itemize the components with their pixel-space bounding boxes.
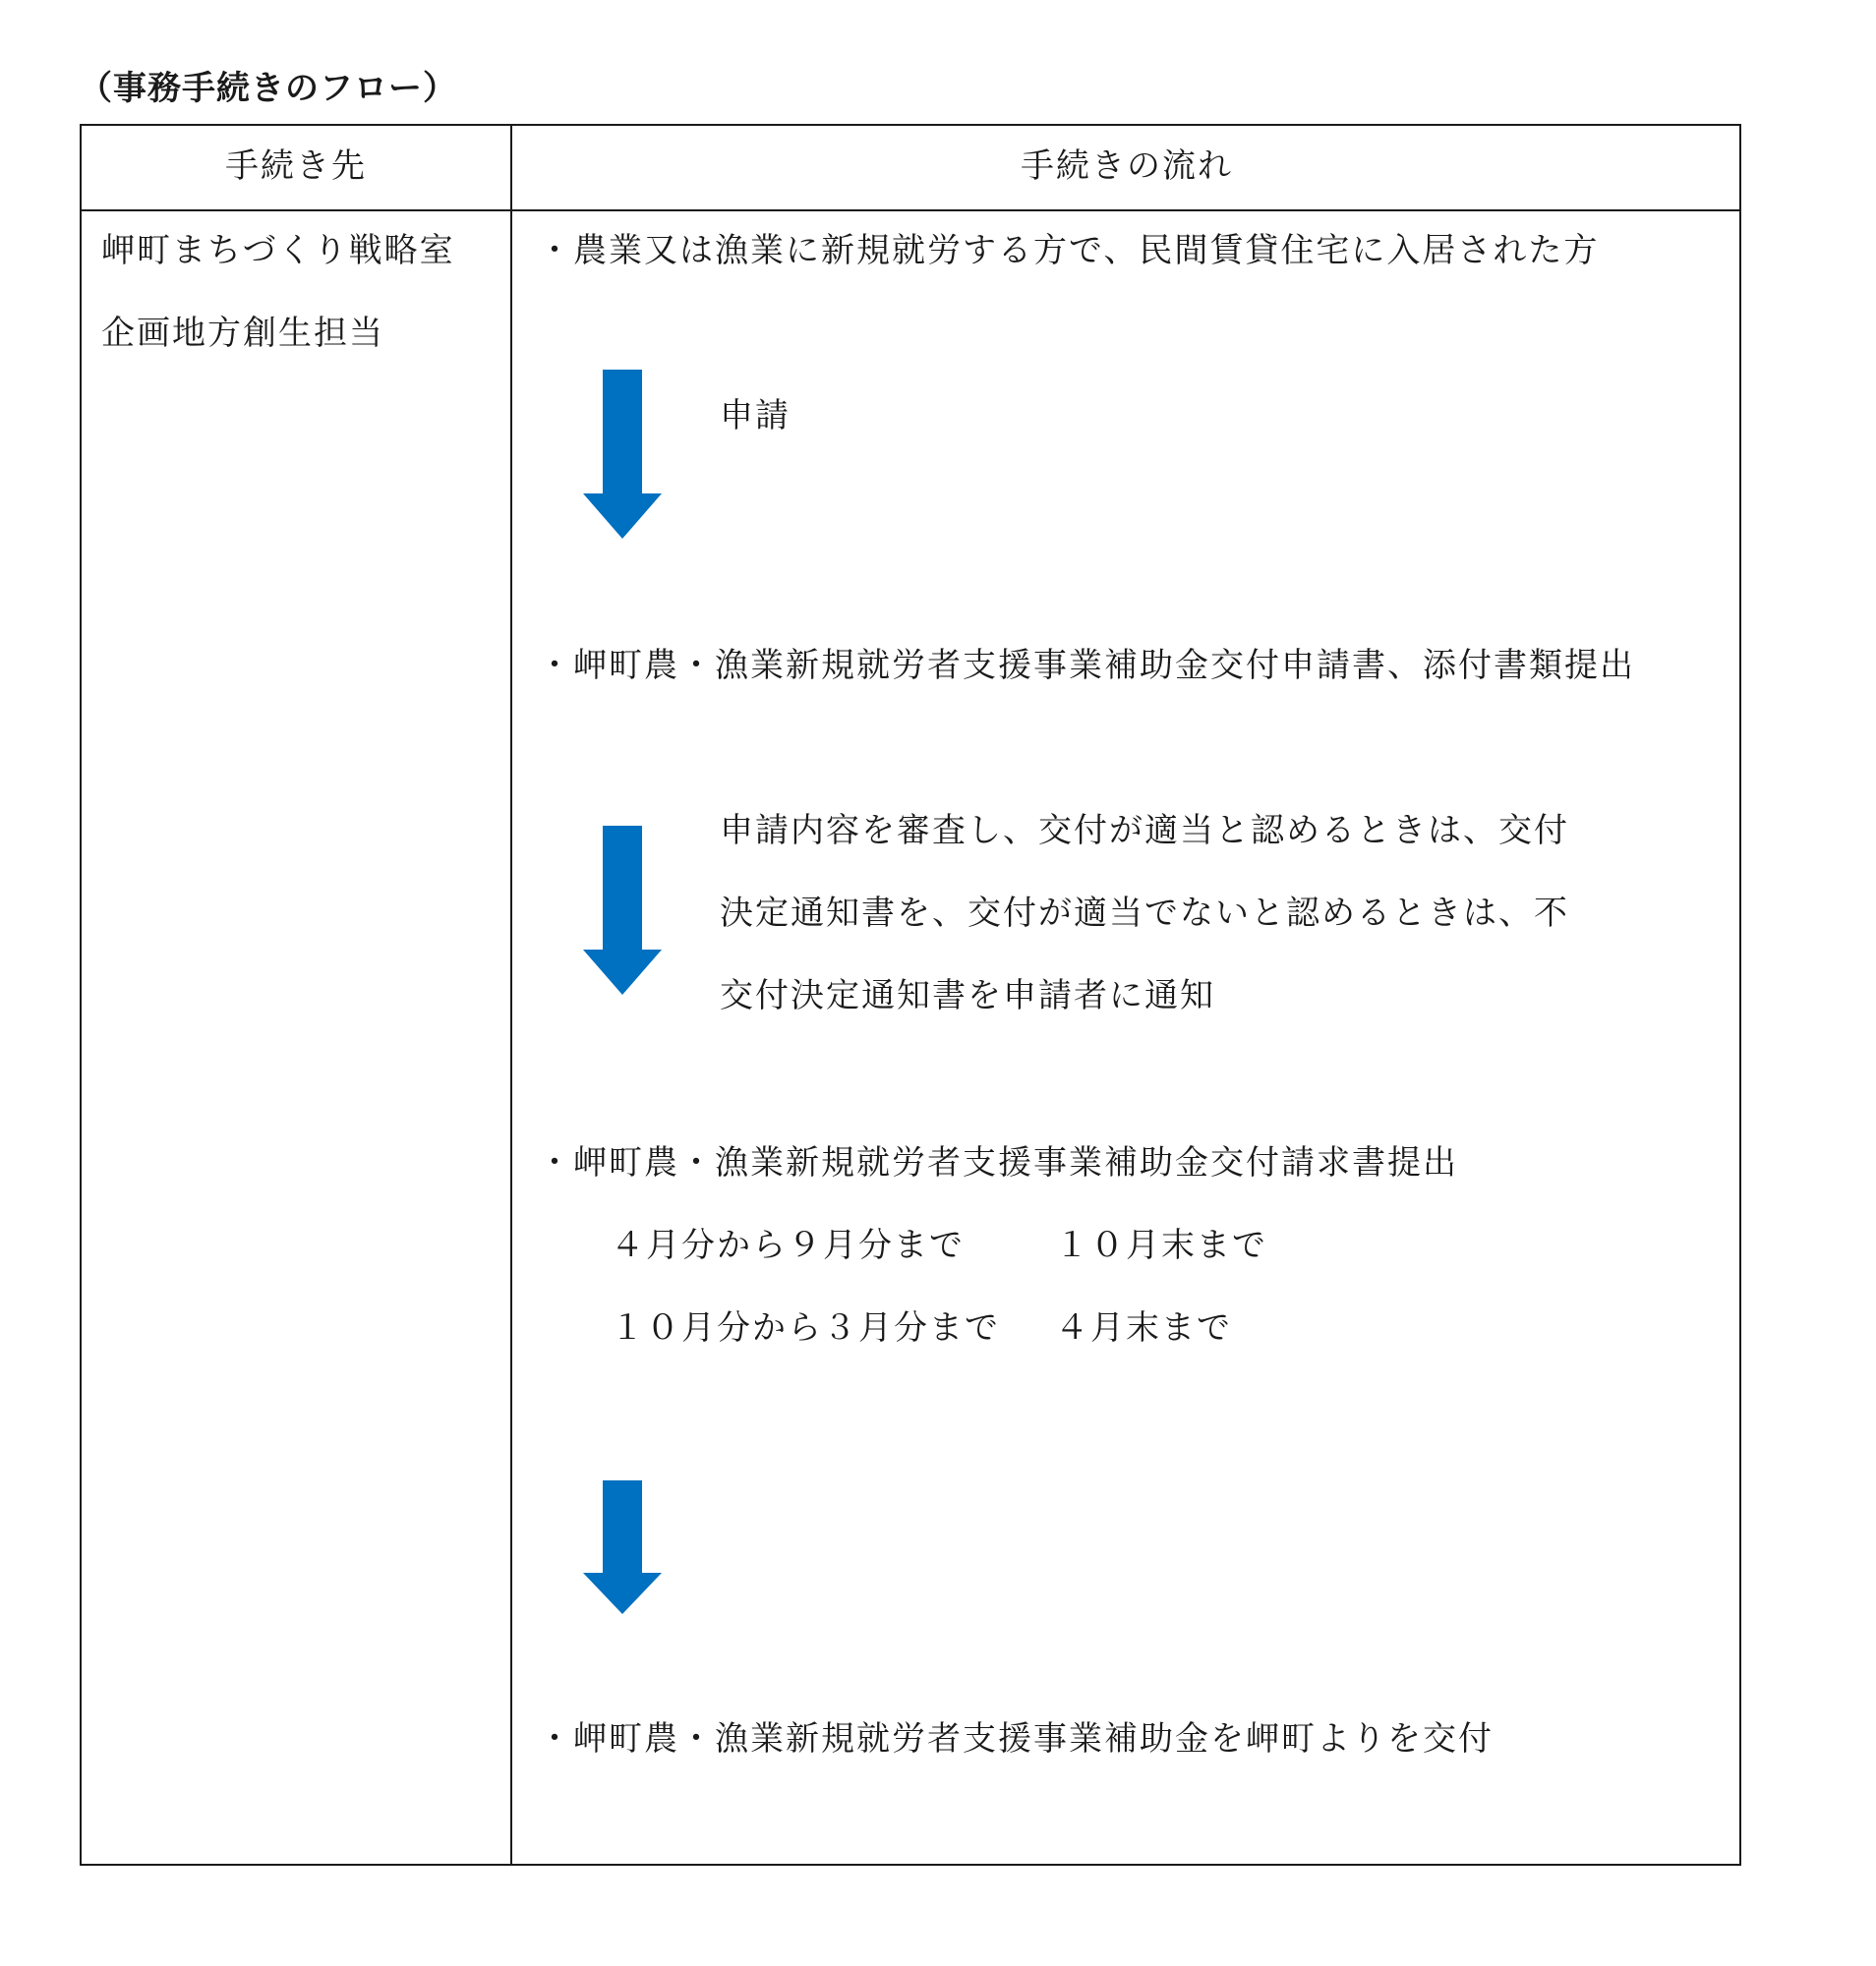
arrow-down-icon xyxy=(583,1480,662,1614)
office-department: 企画地方創生担当 xyxy=(101,314,384,353)
flow-step-3: ・岬町農・漁業新規就労者支援事業補助金交付請求書提出 xyxy=(538,1143,1458,1183)
arrow-down-icon xyxy=(583,826,662,995)
arrow-down-icon xyxy=(583,370,662,539)
header-flow: 手続きの流れ xyxy=(1021,146,1233,186)
office-name: 岬町まちづくり戦略室 xyxy=(101,231,455,270)
schedule-period-2: １０月分から３月分まで xyxy=(611,1308,1000,1348)
schedule-deadline-1: １０月末まで xyxy=(1055,1226,1267,1265)
arrow-2-label-line-1: 申請内容を審査し、交付が適当と認めるときは、交付 xyxy=(720,811,1569,850)
schedule-period-1: ４月分から９月分まで xyxy=(611,1226,965,1265)
arrow-down-icon-shape xyxy=(583,1480,662,1614)
document-title: （事務手続きのフロー） xyxy=(79,69,457,108)
flow-table xyxy=(80,124,1741,1866)
arrow-2-label-line-3: 交付決定通知書を申請者に通知 xyxy=(720,976,1215,1015)
flow-step-1: ・農業又は漁業に新規就労する方で、民間賃貸住宅に入居された方 xyxy=(538,231,1600,270)
arrow-1-label: 申請 xyxy=(720,396,791,435)
arrow-2-label-line-2: 決定通知書を、交付が適当でないと認めるときは、不 xyxy=(720,894,1569,933)
flow-step-2: ・岬町農・漁業新規就労者支援事業補助金交付申請書、添付書類提出 xyxy=(538,646,1635,685)
flow-step-4: ・岬町農・漁業新規就労者支援事業補助金を岬町よりを交付 xyxy=(538,1719,1494,1759)
column-divider xyxy=(510,126,512,1864)
schedule-deadline-2: ４月末まで xyxy=(1055,1308,1232,1348)
arrow-down-icon-shape xyxy=(583,826,662,995)
header-destination: 手続き先 xyxy=(225,146,367,186)
header-divider xyxy=(82,209,1739,211)
arrow-down-icon-shape xyxy=(583,370,662,539)
